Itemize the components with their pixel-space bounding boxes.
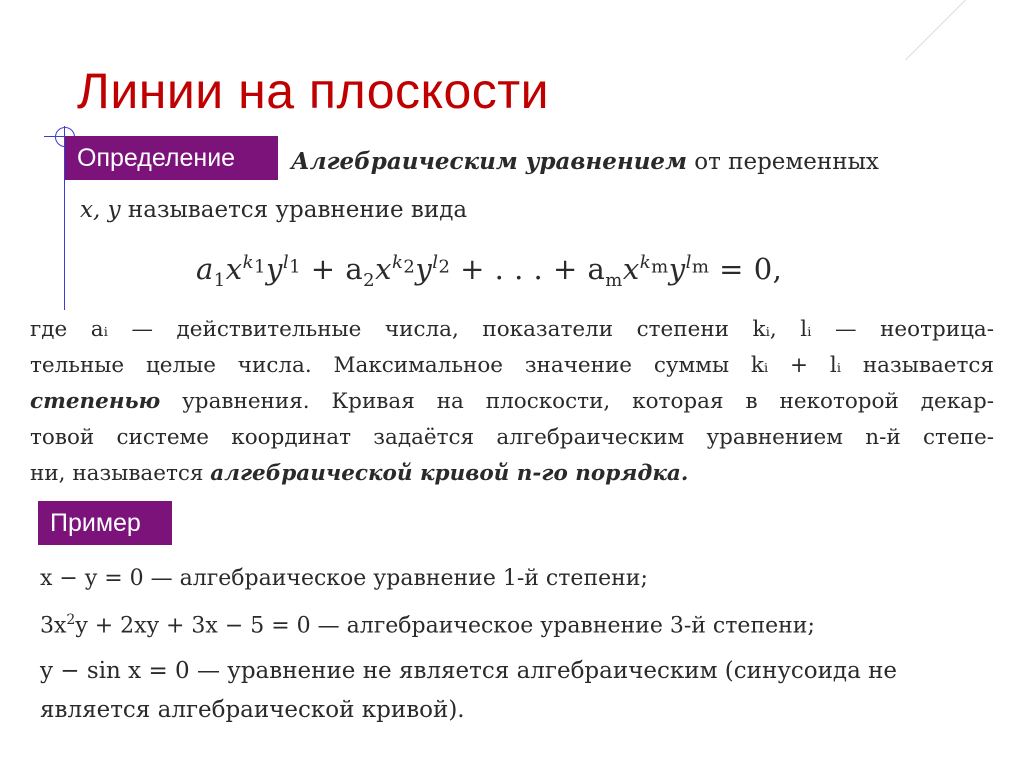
paragraph-line-3: степенью уравнения. Кривая на плоскости, которая в некоторой декар- xyxy=(30,389,994,414)
definition-paragraph xyxy=(30,312,994,492)
example-tag: Пример xyxy=(38,501,172,545)
definition-vars: x, y xyxy=(80,197,121,223)
definition-tag: Определение xyxy=(65,136,278,180)
paragraph-line-1: где aᵢ — действительные числа, показатели степени kᵢ, lᵢ — неотрица- xyxy=(30,317,994,342)
example-line-4: является алгебраической кривой). xyxy=(40,697,465,723)
definition-line-1-rest: от переменных xyxy=(686,149,879,175)
definition-line-2-rest: называется уравнение вида xyxy=(120,197,468,223)
example-line-1: x − y = 0 — алгебраическое уравнение 1-й степени; xyxy=(40,566,648,591)
paragraph-line-4: товой системе координат задаётся алгебраическим уравнением n-й степе- xyxy=(30,425,994,450)
paragraph-line-2: тельные целые числа. Максимальное значение суммы kᵢ + lᵢ называется xyxy=(30,353,994,378)
page-title: Линии на плоскости xyxy=(77,63,550,119)
definition-line-1 xyxy=(291,148,879,175)
definition-formula: $a_1x^{k_1}y^{l_1} + a_2x^{k_2}y^{l_2}$ + . . . + $a_mx^{k_m}y^{l_m} = 0$, xyxy=(196,252,783,291)
definition-line-2 xyxy=(80,197,467,223)
paragraph-line-5: ни, называется алгебраической кривой n-го порядка. xyxy=(30,461,689,486)
example-line-3: y − sin x = 0 — уравнение не является алгебраическим (синусоида не xyxy=(40,658,898,684)
definition-term: Алгебраическим уравнением xyxy=(291,148,687,175)
corner-decoration xyxy=(905,0,1024,60)
example-line-2: $3x^2y + 2xy + 3x - 5 = 0$ — алгебраическое уравнение 3-й степени; xyxy=(40,612,815,639)
